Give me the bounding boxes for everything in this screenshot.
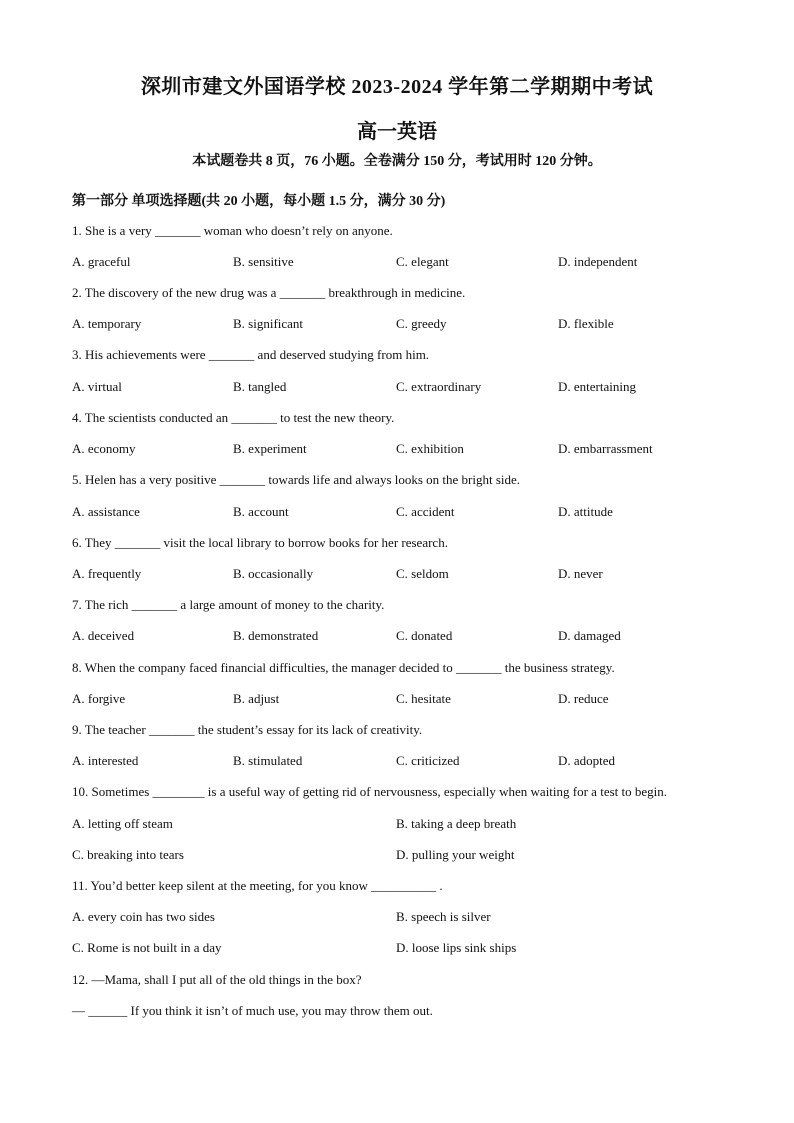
- option-d: D. embarrassment: [558, 441, 653, 456]
- exam-subject: 高一英语: [357, 121, 437, 143]
- option-d: D. reduce: [558, 691, 609, 706]
- exam-note: 本试题卷共 8 页，76 小题。全卷满分 150 分，考试用时 120 分钟。: [192, 154, 602, 169]
- option-a: A. interested: [72, 753, 139, 768]
- option-a: A. every coin has two sides: [72, 909, 215, 924]
- option-a: A. letting off steam: [72, 816, 173, 831]
- option-b: B. experiment: [233, 441, 307, 456]
- option-c: C. hesitate: [396, 691, 451, 706]
- option-d: D. entertaining: [558, 379, 636, 394]
- option-b: B. demonstrated: [233, 628, 319, 643]
- option-a: A. temporary: [72, 316, 142, 331]
- question-stem: 8. When the company faced financial difficulties, the manager decided to _______ the business strategy.: [72, 660, 615, 675]
- option-d: D. pulling your weight: [396, 847, 515, 862]
- option-d: D. attitude: [558, 504, 613, 519]
- question-stem: 12. —Mama, shall I put all of the old things in the box?: [72, 972, 362, 987]
- option-b: B. significant: [233, 316, 304, 331]
- option-d: D. never: [558, 566, 603, 581]
- option-a: A. forgive: [72, 691, 126, 706]
- exam-title: 深圳市建文外国语学校 2023-2024 学年第二学期期中考试: [140, 76, 654, 98]
- option-a: A. graceful: [72, 254, 131, 269]
- option-b: B. occasionally: [233, 566, 314, 581]
- option-c: C. Rome is not built in a day: [72, 940, 222, 955]
- option-c: C. donated: [396, 628, 453, 643]
- question-stem: 11. You’d better keep silent at the meeting, for you know __________ .: [72, 878, 443, 893]
- option-b: B. sensitive: [233, 254, 294, 269]
- option-d: D. independent: [558, 254, 638, 269]
- option-a: A. virtual: [72, 379, 122, 394]
- option-b: B. speech is silver: [396, 909, 491, 924]
- option-b: B. account: [233, 504, 289, 519]
- option-a: A. frequently: [72, 566, 142, 581]
- option-a: A. economy: [72, 441, 136, 456]
- question-stem: 10. Sometimes ________ is a useful way of getting rid of nervousness, especially when waiting for a test to begin.: [72, 784, 667, 799]
- option-d: D. damaged: [558, 628, 621, 643]
- option-b: B. stimulated: [233, 753, 303, 768]
- question-stem: 3. His achievements were _______ and deserved studying from him.: [72, 347, 430, 362]
- question-stem: 9. The teacher _______ the student’s essay for its lack of creativity.: [72, 722, 423, 737]
- section-title: 第一部分 单项选择题(共 20 小题，每小题 1.5 分，满分 30 分): [72, 194, 446, 209]
- question-stem: 7. The rich _______ a large amount of money to the charity.: [72, 597, 385, 612]
- option-c: C. accident: [396, 504, 455, 519]
- option-a: A. assistance: [72, 504, 140, 519]
- dialogue-reply: — ______ If you think it isn’t of much use, you may throw them out.: [72, 1003, 433, 1018]
- question-stem: 4. The scientists conducted an _______ to test the new theory.: [72, 410, 395, 425]
- question-stem: 1. She is a very _______ woman who doesn’t rely on anyone.: [72, 223, 393, 238]
- question-stem: 6. They _______ visit the local library to borrow books for her research.: [72, 535, 448, 550]
- option-d: D. loose lips sink ships: [396, 940, 517, 955]
- option-c: C. seldom: [396, 566, 449, 581]
- option-c: C. greedy: [396, 316, 447, 331]
- option-d: D. adopted: [558, 753, 616, 768]
- option-c: C. extraordinary: [396, 379, 482, 394]
- option-c: C. exhibition: [396, 441, 464, 456]
- option-b: B. tangled: [233, 379, 287, 394]
- option-c: C. breaking into tears: [72, 847, 184, 862]
- question-stem: 2. The discovery of the new drug was a _______ breakthrough in medicine.: [72, 285, 466, 300]
- option-c: C. elegant: [396, 254, 449, 269]
- option-c: C. criticized: [396, 753, 460, 768]
- option-b: B. adjust: [233, 691, 280, 706]
- option-b: B. taking a deep breath: [396, 816, 517, 831]
- option-d: D. flexible: [558, 316, 614, 331]
- question-stem: 5. Helen has a very positive _______ towards life and always looks on the bright side.: [72, 472, 521, 487]
- option-a: A. deceived: [72, 628, 135, 643]
